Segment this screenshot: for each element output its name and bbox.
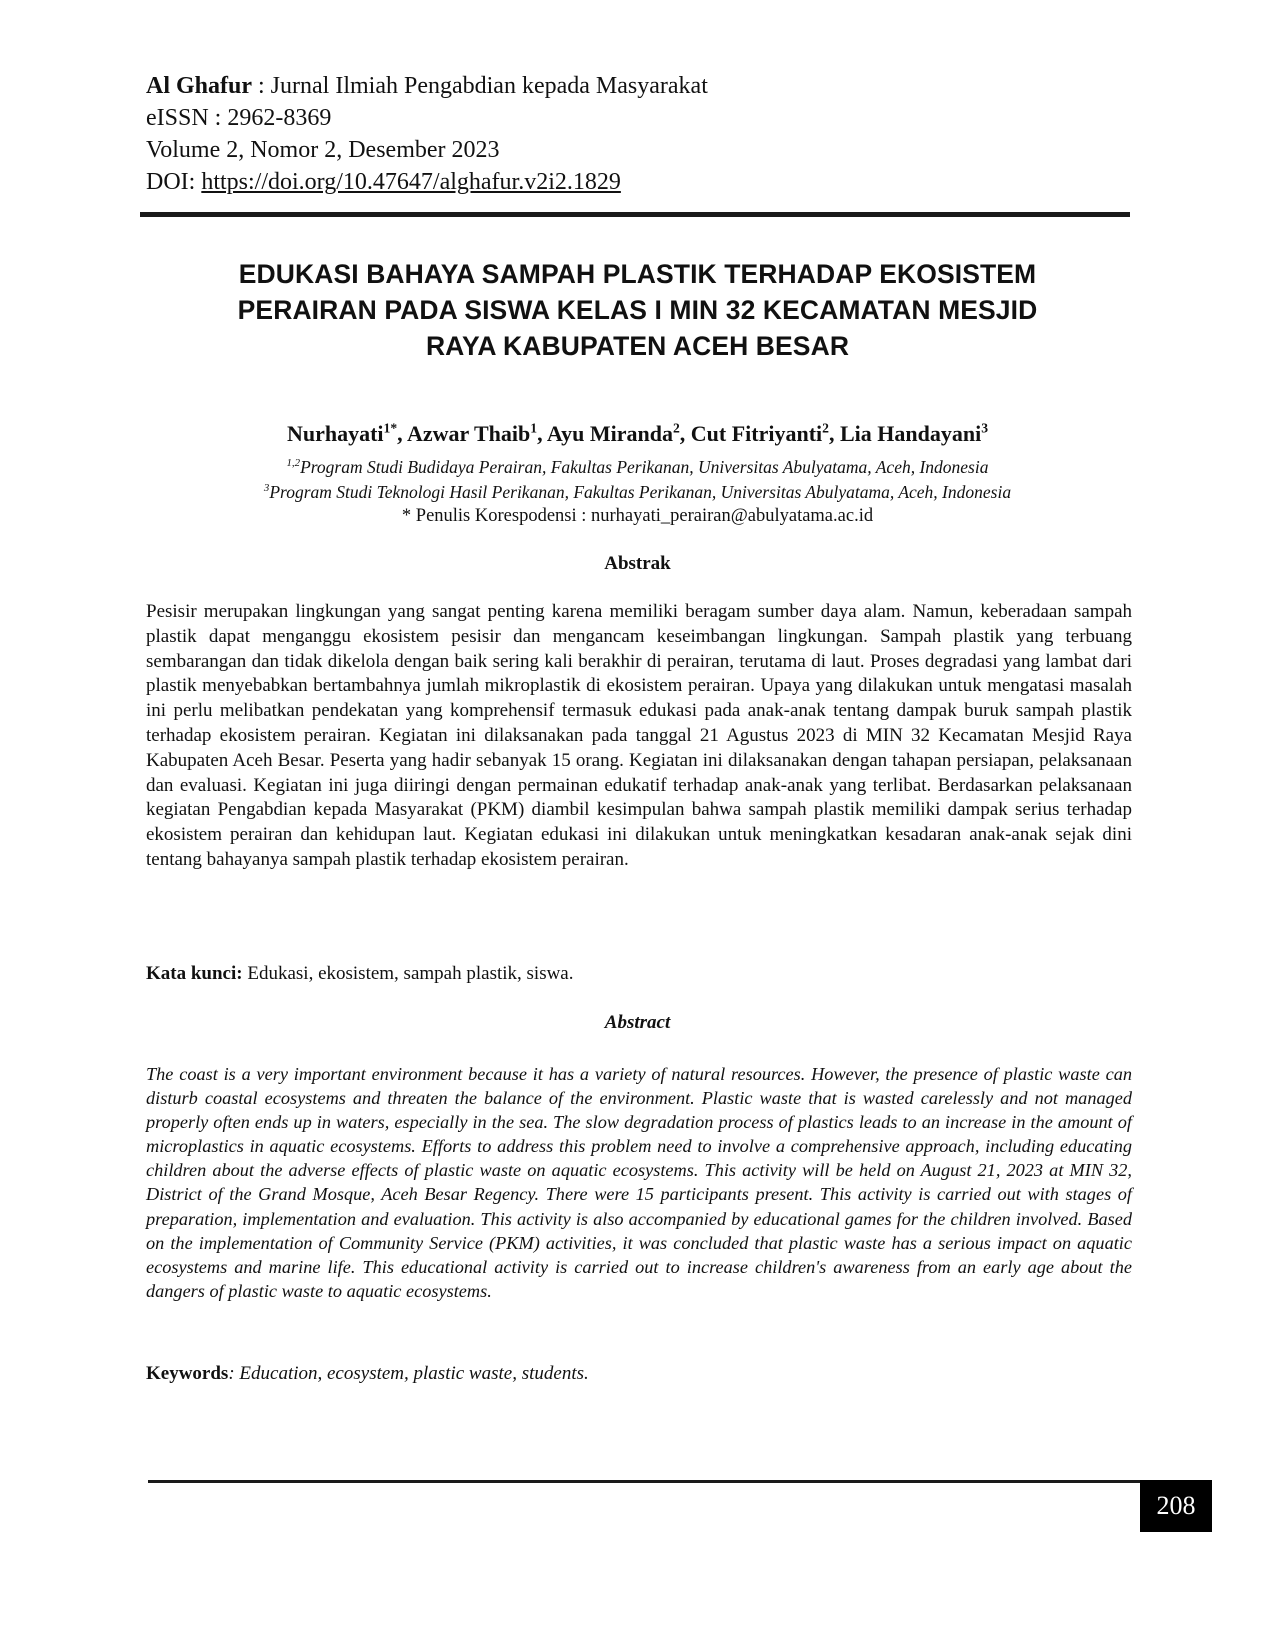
- footer-divider: [148, 1480, 1140, 1483]
- title-line: PERAIRAN PADA SISWA KELAS I MIN 32 KECAMATAN MESJID: [237, 295, 1038, 325]
- abstract-heading: Abstract: [604, 1012, 671, 1033]
- affiliation: [150, 480, 1125, 504]
- doi-link[interactable]: https://doi.org/10.47647/alghafur.v2i2.1829: [201, 169, 621, 195]
- author-name: Azwar Thaib: [406, 421, 531, 446]
- affiliation-text: Program Studi Budidaya Perairan, Fakultas Perikanan, Universitas Abulyatama, Aceh, Indonesia: [300, 457, 989, 477]
- eissn: eISSN : 2962-8369: [146, 105, 332, 131]
- author-name: Nurhayati: [286, 421, 384, 446]
- keywords: [146, 1362, 1132, 1386]
- title-line: EDUKASI BAHAYA SAMPAH PLASTIK TERHADAP EKOSISTEM: [238, 259, 1037, 289]
- doi-line: [146, 166, 1126, 198]
- kata-kunci-label: Kata kunci:: [146, 963, 243, 984]
- abstrak-heading: Abstrak: [604, 553, 671, 574]
- author-affiliation-mark: 1: [530, 420, 538, 436]
- affiliation: [150, 455, 1125, 479]
- keywords-text: : Education, ecosystem, plastic waste, students.: [228, 1363, 589, 1384]
- affiliation-text: Program Studi Teknologi Hasil Perikanan, Fakultas Perikanan, Universitas Abulyatama, Aceh, Indonesia: [269, 482, 1012, 502]
- volume-info: Volume 2, Nomor 2, Desember 2023: [146, 137, 500, 163]
- title-line: RAYA KABUPATEN ACEH BESAR: [425, 331, 850, 361]
- kata-kunci-text: Edukasi, ekosistem, sampah plastik, siswa.: [242, 963, 574, 984]
- author-list: Nurhayati$^{1*}$, Azwar Thaib$^1$, Ayu Miranda$^2$, Cut Fitriyanti$^2$, Lia Handayani$^3$: [286, 420, 989, 446]
- author-affiliation-mark: 3: [981, 420, 989, 436]
- journal-header: [146, 70, 1126, 198]
- author-affiliation-mark: 2: [822, 420, 829, 436]
- keywords-label: Keywords: [146, 1363, 229, 1384]
- author-affiliation-mark: 1*: [383, 420, 398, 436]
- author-name: Ayu Miranda: [546, 421, 673, 446]
- affiliation-mark: 1,2: [286, 457, 301, 470]
- author-affiliation-mark: 2: [672, 420, 680, 436]
- affiliation-mark: 3: [263, 482, 270, 495]
- page-number: 208: [1140, 1480, 1212, 1532]
- journal-subtitle: : Jurnal Ilmiah Pengabdian kepada Masyarakat: [252, 73, 708, 99]
- author-name: Cut Fitriyanti: [690, 421, 823, 446]
- paper-title: [150, 256, 1125, 364]
- journal-title-line: [146, 70, 1126, 102]
- author-name: Lia Handayani: [839, 421, 982, 446]
- corresponding-author: * Penulis Korespodensi : nurhayati_perairan@abulyatama.ac.id: [401, 506, 874, 526]
- abstract-body: The coast is a very important environment because it has a variety of natural resources. However, the presence of plastic waste can disturb coastal ecosystems and threaten the balance of the environment. Plastic waste that is wasted carelessly and not managed properly often ends up in waters, especially in the sea. The slow degradation process of plastics leads to an increase in the amount of microplastics in aquatic ecosystems. Efforts to address this problem need to involve a comprehensive approach, including educating children about the adverse effects of plastic waste on aquatic ecosystems. This activity will be held on August 21, 2023 at MIN 32, District of the Grand Mosque, Aceh Besar Regency. There were 15 participants present. This activity is carried out with stages of preparation, implementation and evaluation. This activity is also accompanied by educational games for the children involved. Based on the implementation of Community Service (PKM) activities, it was concluded that plastic waste has a serious impact on aquatic ecosystems and marine life. This educational activity is carried out to increase children's awareness from an early age about the dangers of plastic waste to aquatic ecosystems.: [146, 1064, 1132, 1301]
- abstrak-body: Pesisir merupakan lingkungan yang sangat penting karena memiliki beragam sumber daya alam. Namun, keberadaan sampah plastik dapat menganggu ekosistem pesisir dan mengancam keseimbangan lingkungan. Sampah plastik yang terbuang sembarangan dan tidak dikelola dengan baik sering kali berakhir di perairan, terutama di laut. Proses degradasi yang lambat dari plastik menyebabkan bertambahnya jumlah mikroplastik di ekosistem perairan. Upaya yang dilakukan untuk mengatasi masalah ini perlu melibatkan pendekatan yang komprehensif termasuk edukasi pada anak-anak tentang dampak buruk sampah plastik terhadap ekosistem perairan. Kegiatan ini dilaksanakan pada tanggal 21 Agustus 2023 di MIN 32 Kecamatan Mesjid Raya Kabupaten Aceh Besar. Peserta yang hadir sebanyak 15 orang. Kegiatan ini dilaksanakan dengan tahapan persiapan, pelaksanaan dan evaluasi. Kegiatan ini juga diiringi dengan permainan edukatif terhadap anak-anak yang terlibat. Berdasarkan pelaksanaan kegiatan Pengabdian kepada Masyarakat (PKM) diambil kesimpulan bahwa sampah plastik memiliki dampak serius terhadap ekosistem perairan dan kehidupan laut. Kegiatan edukasi ini dilakukan untuk meningkatkan kesadaran anak-anak sejak dini tentang bahayanya sampah plastik terhadap ekosistem perairan.: [146, 601, 1132, 870]
- header-divider: [140, 212, 1130, 217]
- journal-name: Al Ghafur: [146, 73, 253, 99]
- kata-kunci: [146, 962, 1132, 986]
- doi-label: DOI:: [146, 169, 202, 195]
